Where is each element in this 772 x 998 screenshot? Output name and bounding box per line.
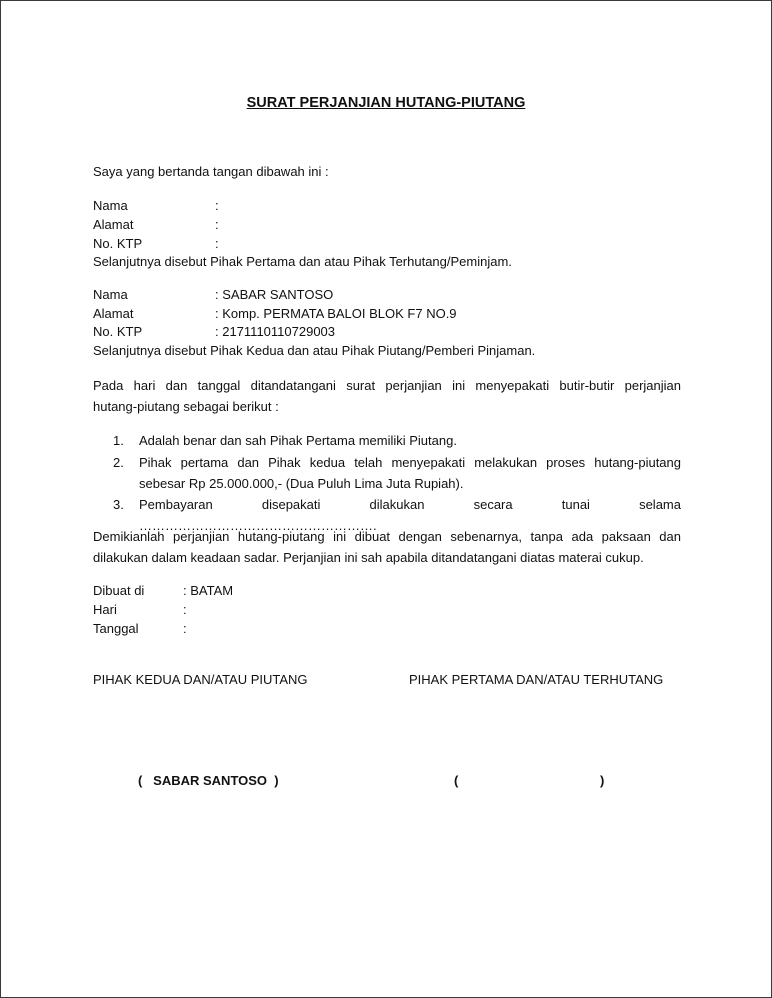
- day-value: :: [183, 602, 187, 617]
- party2-description: Selanjutnya disebut Pihak Kedua dan atau Pihak Piutang/Pemberi Pinjaman.: [93, 343, 536, 358]
- item-number: 1.: [113, 433, 124, 448]
- signature-close-paren-right: ): [600, 773, 605, 788]
- signature-name-left: ( SABAR SANTOSO ): [138, 773, 279, 788]
- item-text: Pembayaran disepakati dilakukan secara tunai selama ……………………………………………….: [139, 497, 681, 533]
- agreement-line-1: Pada hari dan tanggal ditandatangani surat perjanjian ini menyepakati butir-butir perjanjian: [93, 378, 681, 393]
- party2-name-value: : SABAR SANTOSO: [215, 287, 334, 302]
- made-at-label: Dibuat di: [93, 583, 145, 598]
- agreement-paragraph: [93, 375, 681, 417]
- date-value: :: [183, 621, 187, 636]
- agreement-line-2: hutang-piutang sebagai berikut :: [93, 399, 279, 414]
- item-text: Pihak pertama dan Pihak kedua telah menyepakati melakukan proses hutang-piutang: [139, 455, 681, 470]
- item-number: 2.: [113, 455, 124, 470]
- party1-ktp-label: No. KTP: [93, 236, 143, 251]
- date-label: Tanggal: [93, 621, 139, 636]
- document-title: SURAT PERJANJIAN HUTANG-PIUTANG: [246, 95, 526, 111]
- party1-name-value: :: [215, 198, 219, 213]
- party2-ktp-value: : 2171110110729003: [215, 324, 336, 339]
- party1-address-value: :: [215, 217, 219, 232]
- signature-open-paren-right: (: [454, 773, 459, 788]
- party1-description: Selanjutnya disebut Pihak Pertama dan atau Pihak Terhutang/Peminjam.: [93, 254, 512, 269]
- party2-name-label: Nama: [93, 287, 128, 302]
- party1-name-label: Nama: [93, 198, 128, 213]
- signature-heading-right: PIHAK PERTAMA DAN/ATAU TERHUTANG: [409, 672, 664, 687]
- party1-ktp-value: :: [215, 236, 219, 251]
- party2-address-label: Alamat: [93, 306, 134, 321]
- party2-ktp-label: No. KTP: [93, 324, 143, 339]
- made-at-value: : BATAM: [183, 583, 234, 598]
- intro-text: Saya yang bertanda tangan dibawah ini :: [93, 164, 329, 179]
- closing-paragraph: [93, 526, 681, 568]
- closing-line-2: dilakukan dalam keadaan sadar. Perjanjian ini sah apabila ditandatangani diatas materai cukup.: [93, 550, 644, 565]
- party2-address-value: : Komp. PERMATA BALOI BLOK F7 NO.9: [215, 306, 457, 321]
- closing-line-1: Demikianlah perjanjian hutang-piutang ini dibuat dengan sebenarnya, tanpa ada paksaan dan: [93, 529, 681, 544]
- party1-address-label: Alamat: [93, 217, 134, 232]
- item-text-continued: sebesar Rp 25.000.000,- (Dua Puluh Lima Juta Rupiah).: [139, 476, 464, 491]
- signature-heading-left: PIHAK KEDUA DAN/ATAU PIUTANG: [93, 672, 308, 687]
- item-number: 3.: [113, 497, 124, 512]
- day-label: Hari: [93, 602, 117, 617]
- item-text: Adalah benar dan sah Pihak Pertama memiliki Piutang.: [139, 433, 457, 448]
